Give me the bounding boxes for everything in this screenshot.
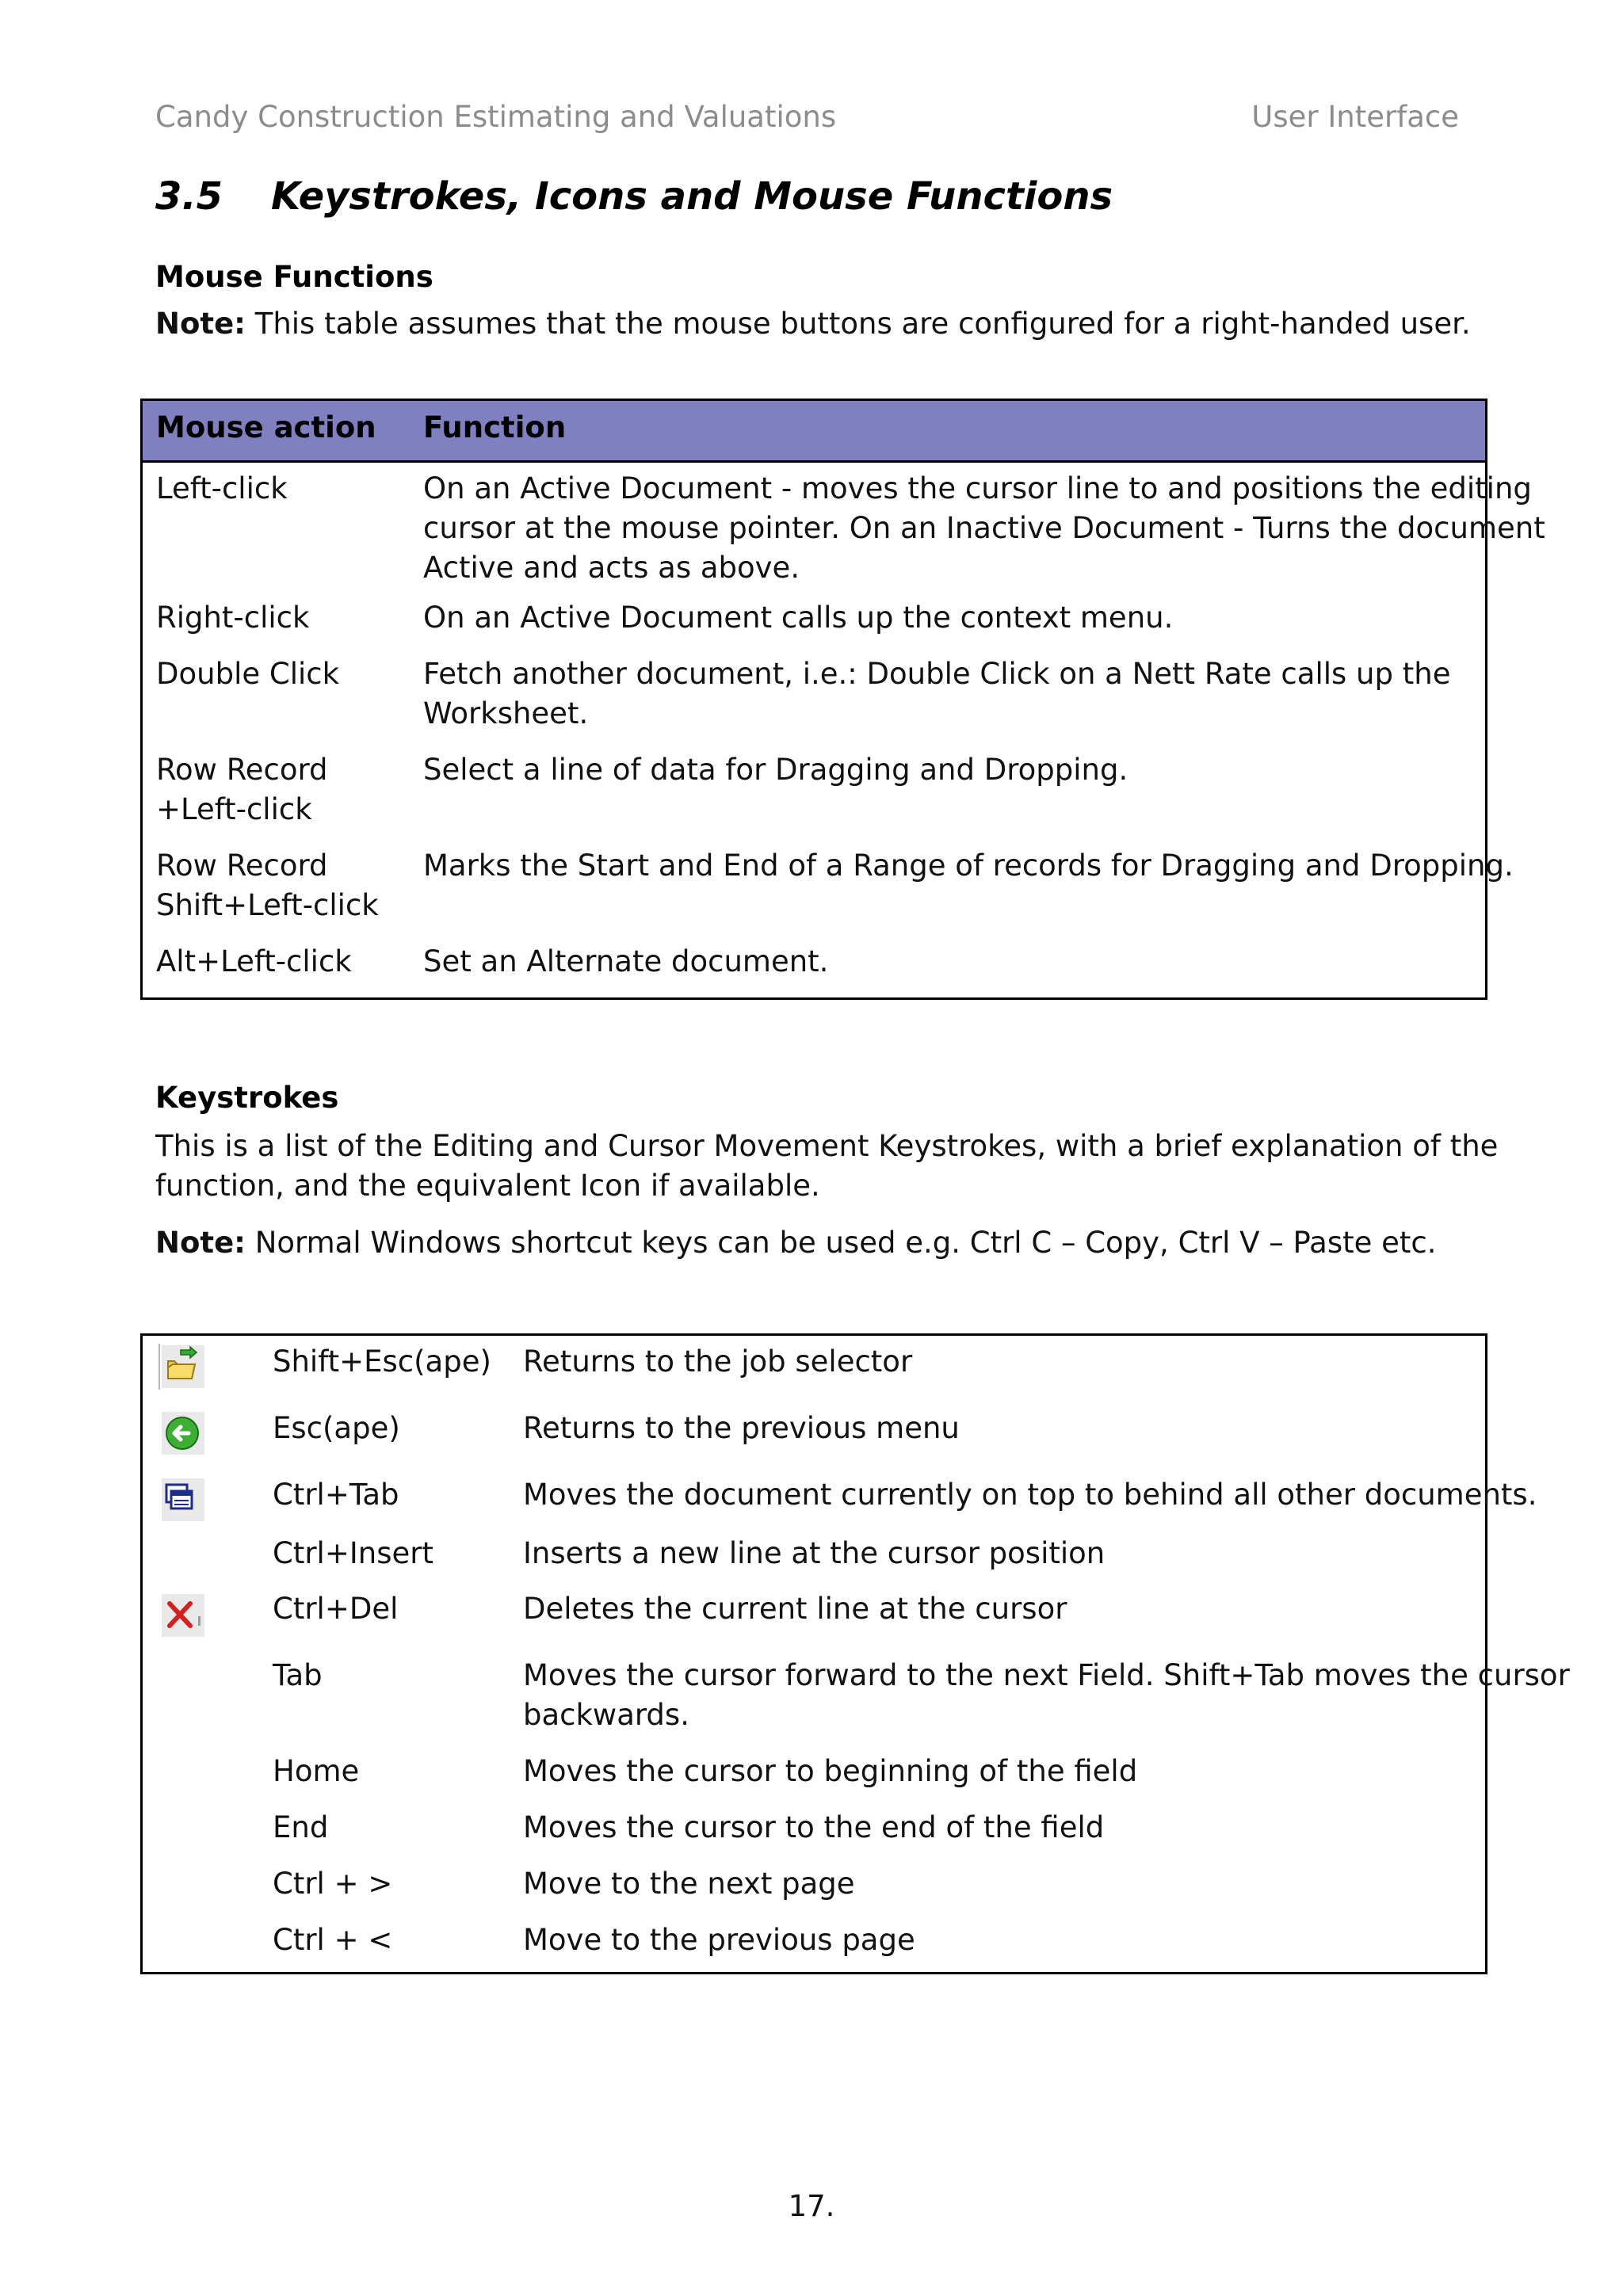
mouse-action-cell xyxy=(156,846,379,925)
key-combination: Ctrl+Insert xyxy=(273,1536,433,1570)
key-description xyxy=(523,1342,912,1382)
keystrokes-note xyxy=(155,1223,1437,1263)
cell-text: Alt+Left-click xyxy=(156,944,352,978)
mouse-action-cell xyxy=(156,598,309,638)
key-description xyxy=(523,1808,1104,1848)
key-combination: End xyxy=(273,1810,329,1844)
running-header-title: Candy Construction Estimating and Valuations xyxy=(155,100,837,134)
table-row xyxy=(143,598,1485,654)
function-cell xyxy=(423,654,1450,734)
mouse-action-cell xyxy=(156,942,352,982)
function-cell xyxy=(423,942,828,982)
description-line: Returns to the previous menu xyxy=(523,1411,960,1445)
keystrokes-intro xyxy=(155,1127,1498,1206)
table-row xyxy=(143,846,1514,942)
cell-text: Fetch another document, i.e.: Double Click on a Nett Rate calls up the xyxy=(423,657,1451,691)
cell-text: Left-click xyxy=(156,471,288,505)
key-combination: Home xyxy=(273,1754,360,1788)
function-cell xyxy=(423,469,1545,588)
description-line: Moves the cursor to the end of the field xyxy=(523,1810,1105,1844)
key-description xyxy=(523,1864,855,1904)
mouse-action-cell xyxy=(156,654,339,694)
key-description xyxy=(523,1656,1570,1735)
running-header-section: User Interface xyxy=(1251,100,1459,134)
cell-text: Row Record xyxy=(156,753,328,787)
keystrokes-note-text: Normal Windows shortcut keys can be used e.g. Ctrl C – Copy, Ctrl V – Paste etc. xyxy=(245,1226,1437,1260)
table-row xyxy=(143,654,1485,750)
cell-text: cursor at the mouse pointer. On an Inactive Document - Turns the document xyxy=(423,511,1545,545)
cascade-documents-icon xyxy=(157,1477,206,1523)
key-description xyxy=(523,1534,1105,1573)
cell-text: Row Record xyxy=(156,849,328,883)
key-description xyxy=(523,1589,1067,1629)
description-line: Returns to the job selector xyxy=(523,1344,913,1379)
mouse-action-cell xyxy=(156,469,288,509)
cell-text: Marks the Start and End of a Range of records for Dragging and Dropping. xyxy=(423,849,1514,883)
back-arrow-icon xyxy=(157,1410,206,1456)
keystrokes-table xyxy=(140,1333,1570,1974)
folder-open-icon xyxy=(157,1344,206,1390)
function-cell xyxy=(423,598,1173,638)
keystrokes-heading: Keystrokes xyxy=(155,1081,339,1115)
cell-text: Double Click xyxy=(156,657,340,691)
cell-text: On an Active Document calls up the context menu. xyxy=(423,601,1174,635)
section-number: 3.5 xyxy=(155,174,223,219)
cell-text: Right-click xyxy=(156,601,310,635)
description-line: Move to the next page xyxy=(523,1867,855,1901)
key-combination: Ctrl + < xyxy=(273,1923,393,1957)
key-description xyxy=(523,1409,960,1448)
column-header-function: Function xyxy=(423,410,567,444)
intro-line: function, and the equivalent Icon if available. xyxy=(155,1169,820,1203)
mouse-note xyxy=(155,304,1471,344)
mouse-note-label: Note: xyxy=(155,307,246,341)
cell-text: On an Active Document - moves the cursor line to and positions the editing xyxy=(423,471,1532,505)
cell-text: Active and acts as above. xyxy=(423,551,800,585)
delete-x-icon xyxy=(157,1592,206,1638)
page-number: 17. xyxy=(788,2189,835,2223)
key-combination: Tab xyxy=(273,1658,323,1692)
description-line: Inserts a new line at the cursor position xyxy=(523,1536,1106,1570)
cell-text: Shift+Left-click xyxy=(156,888,379,922)
keystrokes-note-label: Note: xyxy=(155,1226,246,1260)
table-row xyxy=(143,750,1485,846)
key-combination: Esc(ape) xyxy=(273,1411,400,1445)
table-row xyxy=(143,942,1485,997)
description-line: Deletes the current line at the cursor xyxy=(523,1592,1067,1626)
description-line: Moves the cursor to beginning of the field xyxy=(523,1754,1138,1788)
description-line: Moves the cursor forward to the next Field. Shift+Tab moves the cursor xyxy=(523,1658,1570,1692)
cell-text: +Left-click xyxy=(156,792,312,826)
cell-text: Worksheet. xyxy=(423,696,589,730)
description-line: backwards. xyxy=(523,1698,689,1732)
description-line: Move to the previous page xyxy=(523,1923,915,1957)
intro-line: This is a list of the Editing and Cursor Movement Keystrokes, with a brief explanation of the xyxy=(155,1129,1499,1163)
mouse-functions-heading: Mouse Functions xyxy=(155,260,433,294)
key-combination: Ctrl+Tab xyxy=(273,1478,399,1512)
column-header-mouse-action: Mouse action xyxy=(156,410,376,444)
key-description xyxy=(523,1475,1537,1515)
cell-text: Set an Alternate document. xyxy=(423,944,829,978)
function-cell xyxy=(423,750,1128,790)
key-combination: Ctrl + > xyxy=(273,1867,393,1901)
cell-text: Select a line of data for Dragging and Dropping. xyxy=(423,753,1128,787)
function-cell xyxy=(423,846,1514,886)
table-header-row xyxy=(143,401,1485,463)
key-description xyxy=(523,1752,1137,1791)
key-combination: Ctrl+Del xyxy=(273,1592,399,1626)
mouse-action-cell xyxy=(156,750,328,830)
mouse-note-text: This table assumes that the mouse buttons are configured for a right-handed user. xyxy=(245,307,1471,341)
key-description xyxy=(523,1920,915,1960)
section-title: Keystrokes, Icons and Mouse Functions xyxy=(271,174,1113,219)
section-heading xyxy=(155,174,1113,219)
table-row xyxy=(143,463,1545,598)
mouse-functions-table xyxy=(140,399,1545,1000)
key-combination: Shift+Esc(ape) xyxy=(273,1344,491,1379)
description-line: Moves the document currently on top to behind all other documents. xyxy=(523,1478,1537,1512)
